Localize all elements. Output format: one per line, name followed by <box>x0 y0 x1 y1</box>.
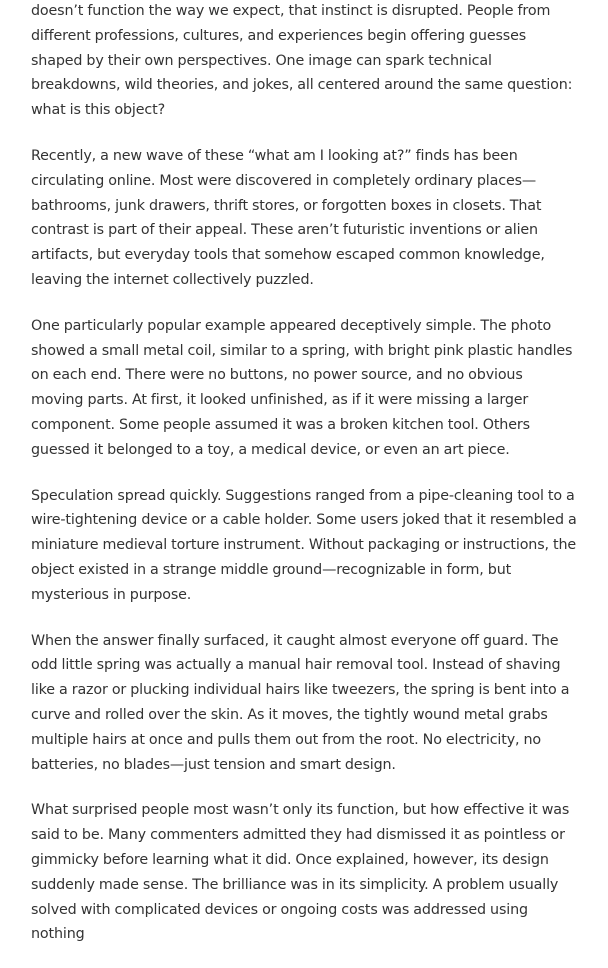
paragraph-3: One particularly popular example appeared deceptively simple. The photo showed a small metal coil, similar to a spring, with bright pink plastic handles on each end. There were no buttons, no power source, and no obvious moving parts. At first, it looked unfinished, as if it were missing a larger component. Some people assumed it was a broken kitchen tool. Others guessed it belonged to a toy, a medical device, or even an art piece. <box>31 317 573 458</box>
paragraph-6: What surprised people most wasn’t only its function, but how effective it was said to be. Many commenters admitted they had dismissed it as pointless or gimmicky before learning what it did. Once explained, however, its design suddenly made sense. The brilliance was in its simplicity. A problem usually solved with complicated devices or ongoing costs was addressed using nothing <box>31 802 570 943</box>
paragraph-5: When the answer finally surfaced, it caught almost everyone off guard. The odd little spring was actually a manual hair removal tool. Instead of shaving like a razor or plucking individual hairs like tweezers, the spring is bent into a curve and rolled over the skin. As it moves, the tightly wound metal grabs multiple hairs at once and pulls them out from the root. No electricity, no batteries, no blades—just tension and smart design. <box>31 632 570 773</box>
article-body <box>31 0 579 968</box>
paragraph-4: Speculation spread quickly. Suggestions ranged from a pipe-cleaning tool to a wire-tightening device or a cable holder. Some users joked that it resembled a miniature medieval torture instrument. Without packaging or instructions, the object existed in a strange middle ground—recognizable in form, but mysterious in purpose. <box>31 487 577 603</box>
paragraph-1: doesn’t function the way we expect, that instinct is disrupted. People from different professions, cultures, and experiences begin offering guesses shaped by their own perspectives. One image can spark technical breakdowns, wild theories, and jokes, all centered around the same question: what is this object? <box>31 3 573 119</box>
paragraph-2: Recently, a new wave of these “what am I looking at?” finds has been circulating online. Most were discovered in completely ordinary places—bathrooms, junk drawers, thrift stores, or forgotten boxes in closets. That contrast is part of their appeal. These aren’t futuristic inventions or alien artifacts, but everyday tools that somehow escaped common knowledge, leaving the internet collectively puzzled. <box>31 147 545 288</box>
